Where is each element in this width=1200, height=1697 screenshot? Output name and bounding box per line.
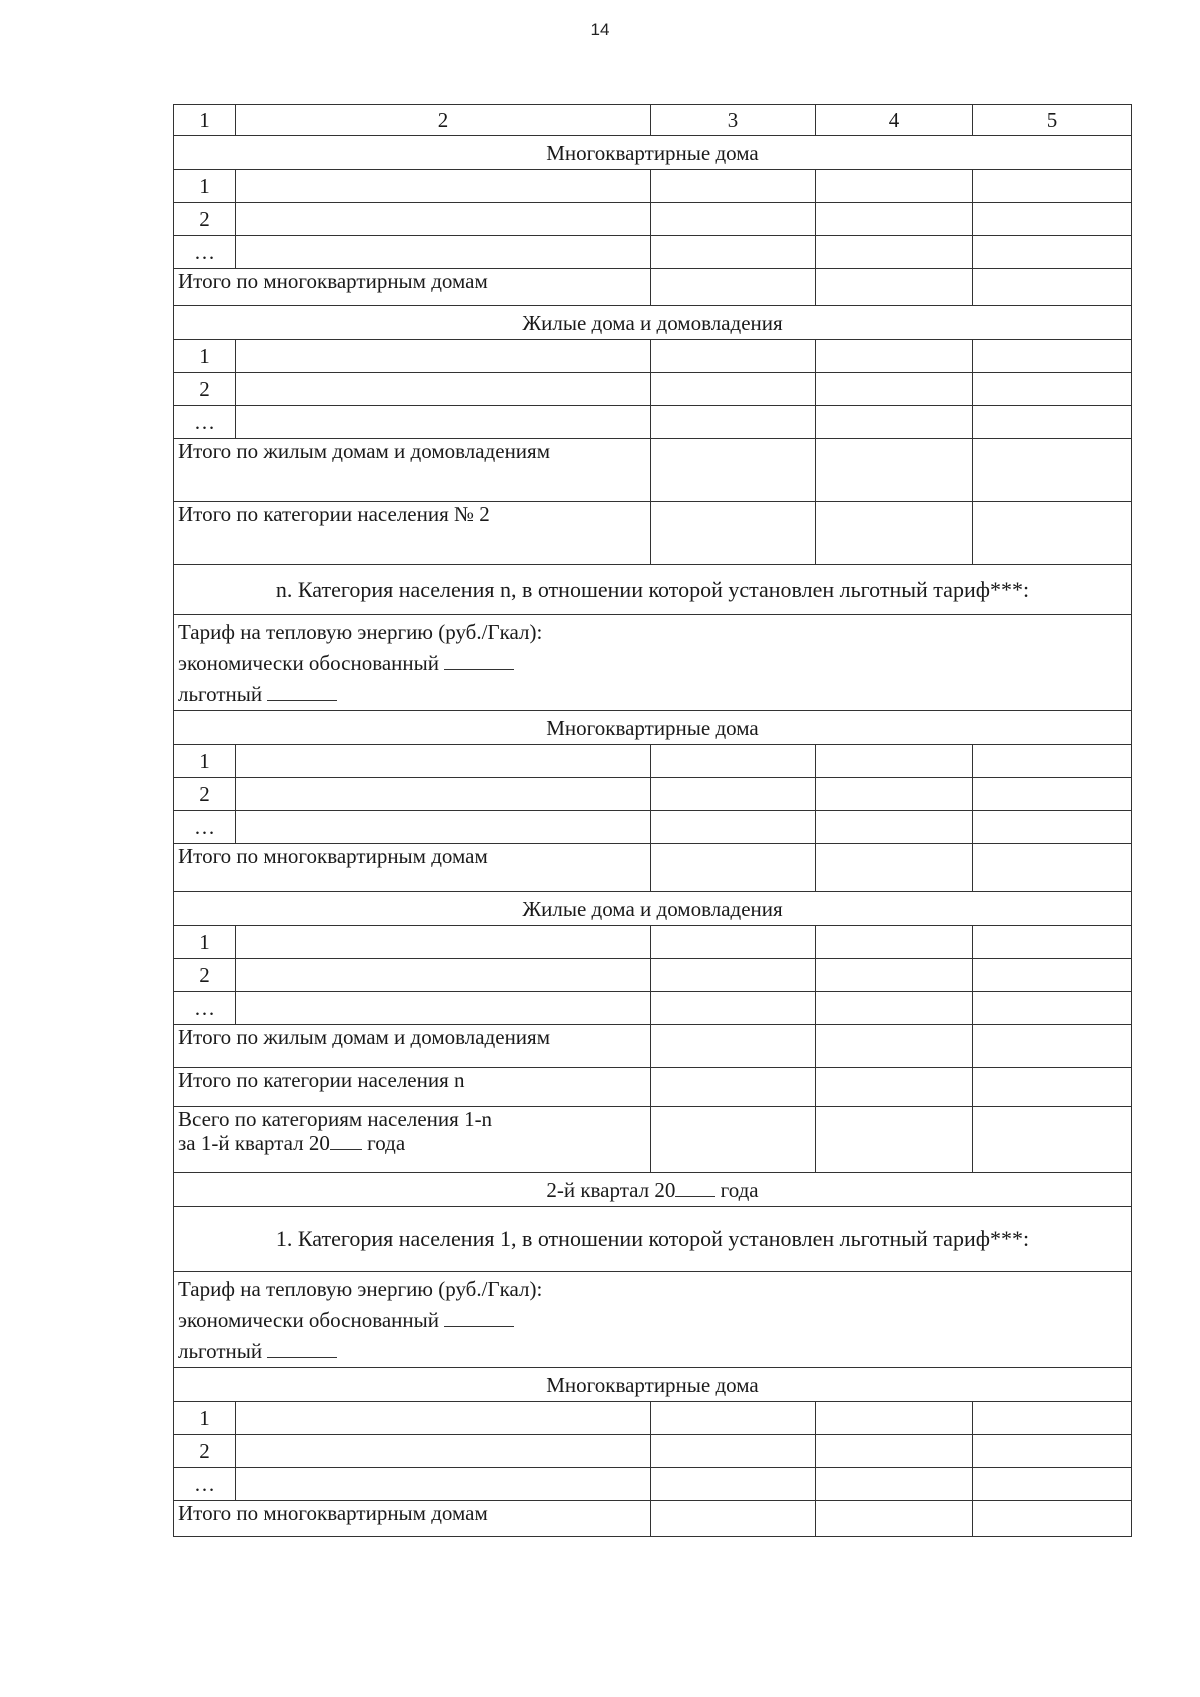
total-label: Итого по жилым домам и домовладениям <box>174 1025 651 1068</box>
table-row <box>174 373 1132 406</box>
tariff-title: Тариф на тепловую энергию (руб./Гкал): <box>178 1277 543 1301</box>
row-number: 1 <box>174 745 236 778</box>
total-label: Итого по многоквартирным домам <box>174 844 651 892</box>
row-number: 1 <box>174 1402 236 1435</box>
row-number: 2 <box>174 203 236 236</box>
total-label: Итого по многоквартирным домам <box>174 269 651 306</box>
row-number: … <box>174 236 236 269</box>
tariff-title: Тариф на тепловую энергию (руб./Гкал): <box>178 620 543 644</box>
table-row <box>174 170 1132 203</box>
row-number: 1 <box>174 340 236 373</box>
row-number: 1 <box>174 926 236 959</box>
row-number: … <box>174 1468 236 1501</box>
header-cell-3: 3 <box>651 105 816 136</box>
quarter-heading: 2-й квартал 20 года <box>174 1173 1132 1207</box>
row-number: 2 <box>174 1435 236 1468</box>
section-heading: Жилые дома и домовладения <box>174 892 1132 926</box>
table-row <box>174 778 1132 811</box>
table-row <box>174 1402 1132 1435</box>
tariff-lgot-line <box>178 1336 1127 1367</box>
row-number: … <box>174 992 236 1025</box>
row-number: 2 <box>174 959 236 992</box>
section-heading: Многоквартирные дома <box>174 711 1132 745</box>
total-row <box>174 1025 1132 1068</box>
header-cell-1: 1 <box>174 105 236 136</box>
header-cell-5: 5 <box>973 105 1132 136</box>
table-row <box>174 236 1132 269</box>
tariff-econ-line <box>178 648 1127 679</box>
tariff-block <box>174 1272 1132 1368</box>
grand-total-line1: Всего по категориям населения 1-n <box>178 1107 493 1131</box>
total-label: Итого по категории населения n <box>174 1068 651 1107</box>
section-heading: Многоквартирные дома <box>174 136 1132 170</box>
row-number: 2 <box>174 778 236 811</box>
table-row <box>174 811 1132 844</box>
header-cell-4: 4 <box>816 105 973 136</box>
header-row <box>174 105 1132 136</box>
table-row <box>174 1468 1132 1501</box>
tariff-lgot-label: льготный <box>178 1339 263 1363</box>
tariff-block <box>174 615 1132 711</box>
table-row <box>174 406 1132 439</box>
blank-field <box>267 1339 337 1358</box>
table-row <box>174 926 1132 959</box>
blank-field <box>444 651 514 670</box>
blank-field <box>267 682 337 701</box>
total-row <box>174 1068 1132 1107</box>
row-number: 1 <box>174 170 236 203</box>
tariff-econ-label: экономически обоснованный <box>178 1308 439 1332</box>
tariff-table <box>173 104 1132 1537</box>
blank-field <box>675 1178 715 1197</box>
table-row <box>174 959 1132 992</box>
grand-total-line2: за 1-й квартал 20 года <box>178 1131 406 1155</box>
total-row <box>174 844 1132 892</box>
section-heading: Жилые дома и домовладения <box>174 306 1132 340</box>
total-label: Итого по категории населения № 2 <box>174 502 651 565</box>
row-number: … <box>174 406 236 439</box>
section-heading: Многоквартирные дома <box>174 1368 1132 1402</box>
table-row <box>174 745 1132 778</box>
table-row <box>174 340 1132 373</box>
blank-field <box>330 1131 362 1150</box>
tariff-lgot-line <box>178 679 1127 710</box>
category-heading: 1. Категория населения 1, в отношении которой установлен льготный тариф***: <box>174 1207 1132 1272</box>
table-row <box>174 1435 1132 1468</box>
table-row <box>174 203 1132 236</box>
tariff-econ-line <box>178 1305 1127 1336</box>
row-number: … <box>174 811 236 844</box>
total-row <box>174 1501 1132 1537</box>
grand-total-row <box>174 1107 1132 1173</box>
total-row <box>174 269 1132 306</box>
total-row <box>174 439 1132 502</box>
page-number: 14 <box>590 20 610 39</box>
total-row <box>174 502 1132 565</box>
header-cell-2: 2 <box>236 105 651 136</box>
total-label: Итого по жилым домам и домовладениям <box>174 439 651 502</box>
grand-total-label <box>174 1107 651 1173</box>
tariff-lgot-label: льготный <box>178 682 263 706</box>
row-number: 2 <box>174 373 236 406</box>
table-row <box>174 992 1132 1025</box>
tariff-econ-label: экономически обоснованный <box>178 651 439 675</box>
total-label: Итого по многоквартирным домам <box>174 1501 651 1537</box>
category-heading: n. Категория населения n, в отношении которой установлен льготный тариф***: <box>174 565 1132 615</box>
blank-field <box>444 1308 514 1327</box>
